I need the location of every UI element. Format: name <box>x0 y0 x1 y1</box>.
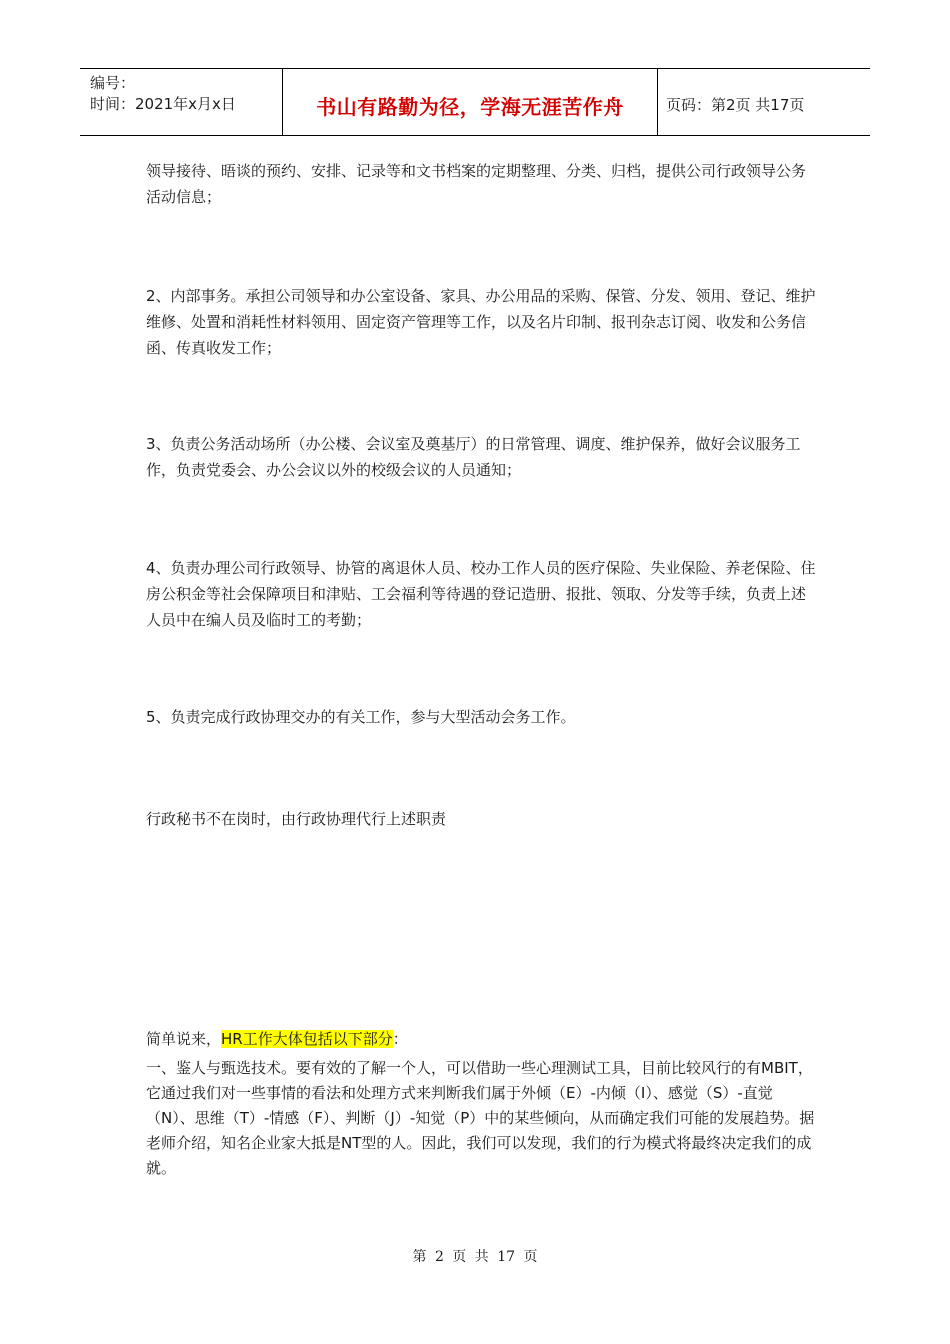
header-page-info: 页码：第2页 共17页 <box>666 96 805 114</box>
hr-intro-suffix: ： <box>392 1030 408 1048</box>
hr-intro-highlight: HR工作大体包括以下部分 <box>221 1030 393 1048</box>
page-footer: 第 2 页 共 17 页 <box>412 1249 538 1265</box>
paragraph-insurance: 4、负责办理公司行政领导、协管的离退休人员、校办工作人员的医疗保险、失业保险、养老保险、住房公积金等社会保障项目和津贴、工会福利等待遇的登记造册、报批、领取、分发等手续，负责上述人员中在编人员及临时工的考勤； <box>146 559 816 629</box>
hr-intro-prefix: 简单说来， <box>146 1030 222 1048</box>
paragraph-internal-affairs: 2、内部事务。承担公司领导和办公室设备、家具、办公用品的采购、保管、分发、领用、登记、维护维修、处置和消耗性材料领用、固定资产管理等工作，以及名片印制、报刊杂志订阅、收发和公务信函、传真收发工作； <box>146 287 816 357</box>
page-header <box>80 68 870 136</box>
paragraph-assist: 5、负责完成行政协理交办的有关工作，参与大型活动会务工作。 <box>146 708 576 726</box>
serial-label: 编号： <box>90 74 136 92</box>
time-label: 时间：2021年x月x日 <box>90 95 236 113</box>
header-meta <box>90 73 236 115</box>
header-divider <box>657 69 658 135</box>
paragraph-secretary-note: 行政秘书不在岗时，由行政协理代行上述职责 <box>146 810 447 828</box>
paragraph-mbti: 一、鉴人与甄选技术。要有效的了解一个人，可以借助一些心理测试工具，目前比较风行的有MBIT，它通过我们对一些事情的看法和处理方式来判断我们属于外倾（E）-内倾（I）、感觉（S）-直觉（N）、思维（T）-情感（F）、判断（J）-知觉（P）中的某些倾向，从而确定我们可能的发展趋势。据老师介绍，知名企业家大抵是NT型的人。因此，我们可以发现，我们的行为模式将最终决定我们的成就。 <box>146 1059 815 1177</box>
paragraph-venue-management: 3、负责公务活动场所（办公楼、会议室及奠基厅）的日常管理、调度、维护保养，做好会议服务工作，负责党委会、办公会议以外的校级会议的人员通知； <box>146 435 801 479</box>
paragraph-reception: 领导接待、晤谈的预约、安排、记录等和文书档案的定期整理、分类、归档，提供公司行政领导公务活动信息； <box>146 162 807 206</box>
paragraph-hr-intro <box>146 1028 818 1050</box>
header-motto: 书山有路勤为径，学海无涯苦作舟 <box>316 95 624 119</box>
